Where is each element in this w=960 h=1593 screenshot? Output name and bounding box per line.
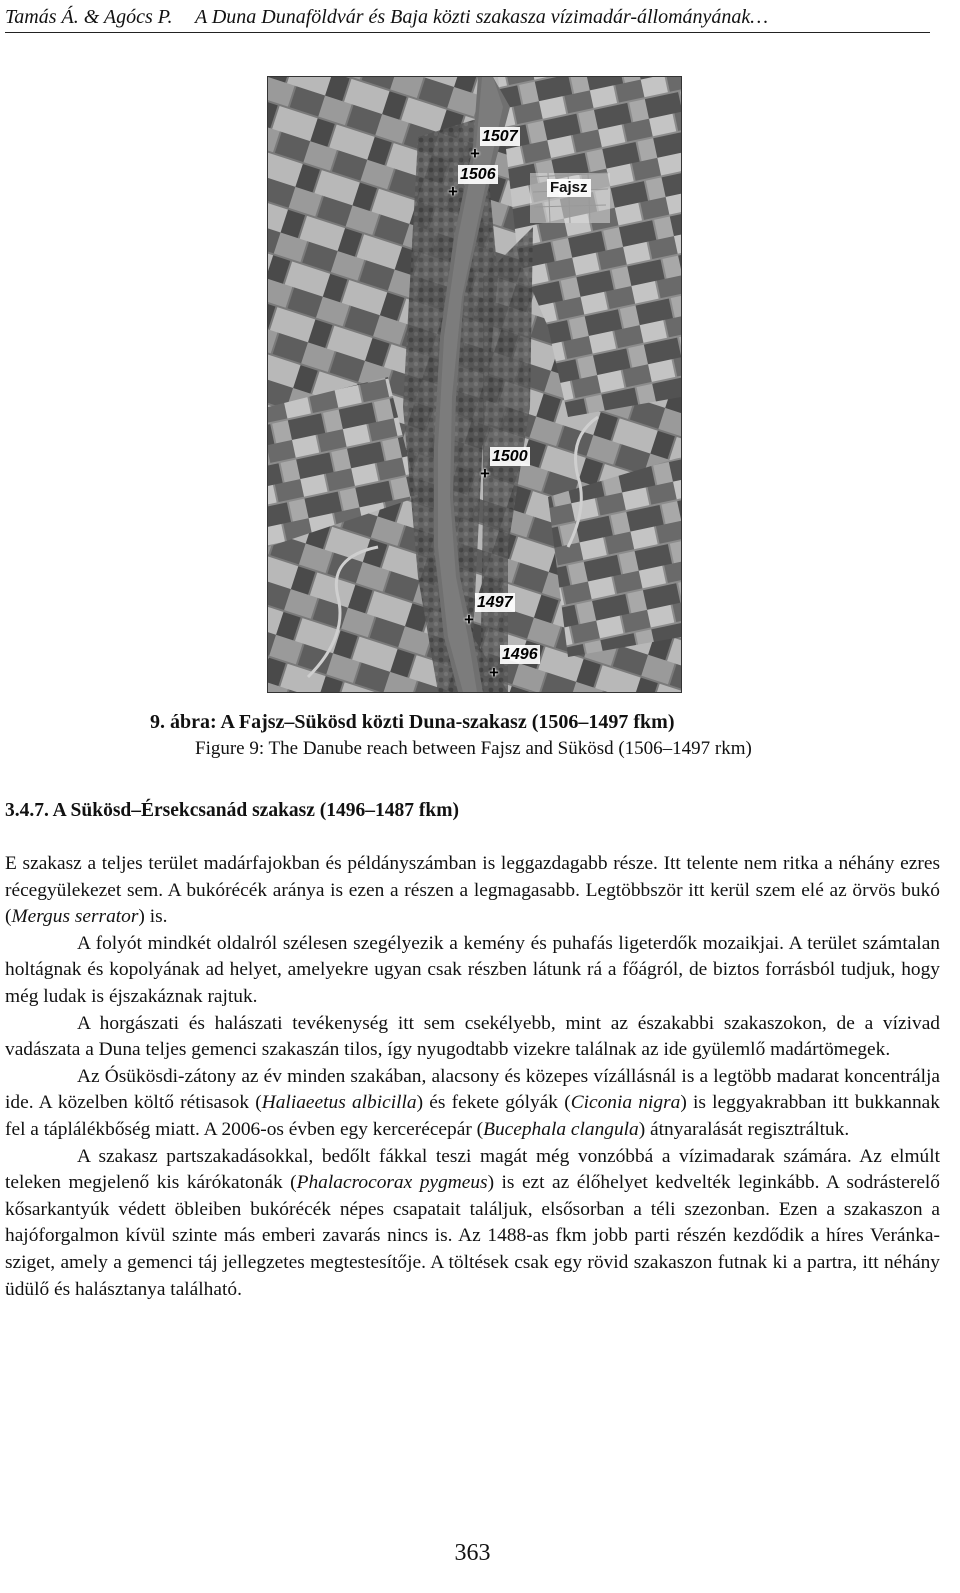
body-paragraph [5,1011,940,1064]
species-name: Haliaeetus albicilla [261,1092,417,1114]
section-heading: 3.4.7. A Sükösd–Érsekcsanád szakasz (1496–1487 fkm) [5,800,459,821]
km-marker-1507-cross: + [470,144,480,163]
figure-caption-hungarian: 9. ábra: A Fajsz–Sükösd közti Duna-szakasz (1506–1497 fkm) [150,711,675,733]
body-paragraph [5,1144,940,1304]
km-marker-1496-label: 1496 [502,646,538,663]
km-marker-1496-cross: + [489,663,499,682]
species-name: Ciconia nigra [570,1092,681,1114]
figure-caption-english: Figure 9: The Danube reach between Fajsz and Sükösd (1506–1497 rkm) [195,738,752,759]
page-number: 363 [454,1540,491,1566]
km-marker-1507-label: 1507 [482,128,518,145]
species-name: Bucephala clangula [483,1118,639,1140]
paragraph-text: ) is leggyakrabban itt bukkannak fel a táplálékbőség miatt. A 2006-os évben egy kercerécepár ( [5,1092,940,1140]
header-authors: Tamás Á. & Agócs P. [5,6,173,28]
town-label-fajsz: Fajsz [547,179,591,197]
km-marker-1497-label: 1497 [477,594,513,611]
paragraph-text: ) is. [138,906,168,928]
paragraph-text: A folyót mindkét oldalról szélesen szegélyezik a kemény és puhafás ligeterdők mozaikjai. A terület számtalan holtágnak és kopolyának ad helyet, amelyekre ugyan csak részben látunk rá a főágról, de biztos forrásból tudjuk, hogy még ludak is éjszakáznak rajtuk. [5,932,940,1007]
paragraph-text: ) is ezt az élőhelyet kedvelték leginkább. A sodrásterelő kősarkantyúk védett öbleiben bukórécék népes csapatait találjuk, elsősorban a téli szezonban. Ezen a szakaszon a hajóforgalmon kívül szinte más emberi zavarás nincs is. Az 1488-as fkm jobb parti részén kezdődik a híres Veránka-sziget, amely a gemenci táj jellegzetes megtestesítője. A töltések csak egy rövid szakaszon futnak ki a partra, itt néhány üdülő és halásztanya található. [5,1172,941,1300]
paragraph-text: A szakasz partszakadásokkal, bedőlt fákkal teszi magát még vonzóbbá a vízimadarak számára. Az elmúlt teleken megjelenő kis kárókatonák ( [5,1145,940,1194]
paragraph-text: Az Ósükösdi-zátony az év minden szakában, alacsony és közepes vízállásnál is a legtöbb madarat koncentrálja ide. A közelben költő rétisasok ( [5,1065,940,1114]
km-marker-1497-cross: + [464,610,474,629]
km-marker-1500-cross: + [480,464,490,483]
km-marker-1500-label: 1500 [492,448,528,465]
km-marker-1506-cross: + [448,182,458,201]
section-body [5,851,940,1303]
body-paragraph [5,931,940,1011]
paragraph-text: E szakasz a teljes terület madárfajokban és példányszámban is leggazdagabb része. Itt telente nem ritka a néhány ezres récegyülekezet sem. A bukórécék aránya is ezen a részen a legmagasabb. Legtöbbször itt kerül szem elé az örvös bukó ( [5,853,940,928]
running-header [5,4,930,33]
header-title: A Duna Dunaföldvár és Baja közti szakasza vízimadár-állományának… [195,6,769,28]
body-paragraph [5,1064,940,1144]
aerial-photo [267,76,682,693]
species-name: Phalacrocorax pygmeus [296,1172,488,1194]
paragraph-text: A horgászati és halászati tevékenység itt sem csekélyebb, mint az északabbi szakaszokon, de a vízivad vadászata a Duna teljes gemenci szakaszán tilos, így nyugodtabb vizekre találnak az ide gyülemlő madártömegek. [5,1012,940,1061]
species-name: Mergus serrator [11,906,139,928]
km-marker-1506-label: 1506 [460,166,496,183]
body-paragraph [5,851,940,931]
paragraph-text: ) átnyaralását regisztráltuk. [638,1118,850,1140]
paragraph-text: ) és fekete gólyák ( [416,1092,571,1114]
